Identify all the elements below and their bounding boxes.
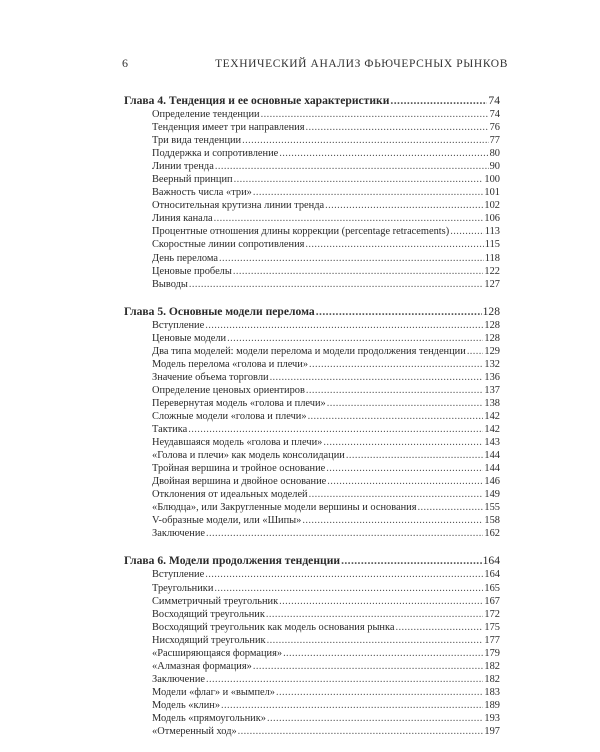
toc-entry	[124, 712, 500, 725]
toc-entry	[124, 582, 500, 595]
toc-entry	[124, 647, 500, 660]
toc-entry	[124, 436, 500, 449]
leader-dots	[188, 423, 483, 436]
table-of-contents	[124, 94, 500, 752]
toc-entry	[124, 160, 500, 173]
leader-dots	[205, 568, 483, 581]
leader-dots	[390, 94, 487, 108]
chapter-title: Глава 4. Тенденция и ее основные характеристики	[124, 94, 390, 107]
toc-entry	[124, 278, 500, 291]
toc-entry	[124, 475, 500, 488]
leader-dots	[341, 554, 482, 568]
entry-page-number: 182	[484, 673, 500, 685]
toc-entry	[124, 501, 500, 514]
toc-chapter	[124, 305, 500, 541]
leader-dots	[325, 199, 483, 212]
toc-chapter	[124, 554, 500, 738]
chapter-title: Глава 6. Модели продолжения тенденции	[124, 554, 341, 568]
entry-title: Определение ценовых ориентиров	[152, 384, 305, 396]
toc-chapter-heading	[124, 305, 500, 319]
running-title: ТЕХНИЧЕСКИЙ АНАЛИЗ ФЬЮЧЕРСНЫХ РЫНКОВ	[215, 58, 508, 70]
leader-dots	[327, 475, 483, 488]
entry-page-number: 165	[484, 582, 500, 594]
entry-page-number: 115	[484, 239, 500, 251]
toc-entry	[124, 423, 500, 436]
entry-page-number: 182	[484, 660, 500, 672]
leader-dots	[206, 673, 483, 686]
entry-title: «Голова и плечи» как модель консолидации	[152, 450, 345, 462]
toc-entry	[124, 595, 500, 608]
entry-title: Вступление	[152, 319, 205, 331]
toc-entry	[124, 634, 500, 647]
entry-page-number: 193	[484, 712, 500, 724]
page-number: 6	[122, 56, 129, 70]
leader-dots	[261, 108, 489, 121]
leader-dots	[346, 449, 484, 462]
entry-title: V-образные модели, или «Шипы»	[152, 515, 302, 527]
entry-page-number: 164	[484, 569, 500, 581]
leader-dots	[205, 319, 483, 332]
entry-title: Три вида тенденции	[152, 135, 242, 147]
entry-title: Важность числа «три»	[152, 187, 252, 199]
leader-dots	[253, 186, 484, 199]
entry-title: Веерный принцип	[152, 174, 233, 186]
entry-title: Отклонения от идеальных моделей	[152, 489, 308, 501]
toc-entry	[124, 514, 500, 527]
running-header	[122, 56, 508, 71]
leader-dots	[215, 160, 489, 173]
leader-dots	[219, 252, 484, 265]
entry-title: Тенденция имеет три направления	[152, 122, 305, 134]
leader-dots	[234, 173, 484, 186]
entry-page-number: 137	[484, 384, 500, 396]
leader-dots	[450, 225, 484, 238]
entry-page-number: 172	[484, 608, 500, 620]
leader-dots	[316, 305, 482, 319]
entry-page-number: 80	[489, 148, 500, 160]
entry-page-number: 132	[484, 358, 500, 370]
toc-entry	[124, 699, 500, 712]
toc-entry	[124, 319, 500, 332]
entry-title: Определение тенденции	[152, 109, 260, 120]
entry-title: Модель перелома «голова и плечи»	[152, 358, 309, 370]
entry-title: «Алмазная формация»	[152, 660, 252, 672]
entry-page-number: 128	[484, 332, 500, 344]
entry-title: Треугольники	[152, 582, 214, 594]
entry-page-number: 143	[484, 437, 500, 449]
leader-dots	[306, 384, 484, 397]
entry-page-number: 129	[484, 345, 500, 357]
entry-page-number: 90	[489, 161, 500, 173]
toc-entry	[124, 134, 500, 147]
leader-dots	[206, 527, 483, 540]
entry-title: Модели «флаг» и «вымпел»	[152, 686, 276, 698]
entry-title: Два типа моделей: модели перелома и модели продолжения тенденции	[152, 345, 466, 357]
chapter-title: Глава 5. Основные модели перелома	[124, 304, 315, 318]
toc-entry	[124, 725, 500, 738]
entry-page-number: 155	[484, 502, 500, 514]
toc-entry	[124, 686, 500, 699]
entry-title: Симметричный треугольник	[152, 595, 279, 607]
entry-page-number: 77	[489, 135, 500, 147]
leader-dots	[467, 345, 484, 358]
entry-page-number: 76	[489, 122, 500, 134]
entry-title: Процентные отношения длины коррекции (percentage retracements)	[152, 226, 450, 238]
toc-entry	[124, 212, 500, 225]
leader-dots	[189, 278, 483, 291]
entry-page-number: 102	[484, 200, 500, 212]
leader-dots	[267, 712, 483, 725]
entry-page-number: 142	[484, 424, 500, 436]
toc-entry	[124, 673, 500, 686]
entry-title: Вступление	[152, 569, 205, 581]
entry-title: Скоростные линии сопротивления	[152, 239, 305, 251]
entry-page-number: 189	[484, 699, 500, 711]
toc-entry	[124, 462, 500, 475]
entry-title: Поддержка и сопротивление	[152, 148, 279, 160]
entry-title: Линия канала	[152, 213, 213, 225]
leader-dots	[242, 134, 488, 147]
toc-entry	[124, 568, 500, 581]
entry-page-number: 128	[484, 319, 500, 331]
entry-page-number: 162	[484, 528, 500, 540]
entry-page-number: 142	[484, 410, 500, 422]
toc-entry	[124, 147, 500, 160]
entry-page-number: 138	[484, 397, 500, 409]
entry-title: Ценовые модели	[152, 332, 227, 344]
entry-page-number: 177	[484, 634, 500, 646]
entry-page-number: 74	[489, 109, 500, 120]
leader-dots	[221, 699, 483, 712]
entry-page-number: 149	[484, 489, 500, 501]
toc-chapter-heading	[124, 94, 500, 108]
entry-page-number: 179	[484, 647, 500, 659]
leader-dots	[302, 514, 483, 527]
entry-page-number: 146	[484, 476, 500, 488]
entry-title: Заключение	[152, 673, 205, 685]
entry-title: Двойная вершина и двойное основание	[152, 476, 327, 488]
toc-entry	[124, 488, 500, 501]
entry-page-number: 197	[484, 726, 500, 738]
chapter-page-number: 74	[488, 94, 500, 107]
entry-title: «Отмеренный ход»	[152, 726, 237, 738]
toc-entry	[124, 449, 500, 462]
entry-title: Относительная крутизна линии тренда	[152, 200, 325, 212]
entry-title: «Блюдца», или Закругленные модели вершины и основания	[152, 502, 417, 514]
toc-entry	[124, 265, 500, 278]
toc-entry	[124, 225, 500, 238]
toc-chapter-heading	[124, 554, 500, 568]
leader-dots	[283, 647, 483, 660]
leader-dots	[267, 634, 484, 647]
entry-page-number: 101	[484, 187, 500, 199]
toc-entry	[124, 358, 500, 371]
entry-page-number: 106	[484, 213, 500, 225]
entry-page-number: 136	[484, 371, 500, 383]
leader-dots	[266, 608, 484, 621]
entry-title: Модель «прямоугольник»	[152, 712, 266, 724]
entry-title: «Расширяющаяся формация»	[152, 647, 283, 659]
entry-page-number: 127	[484, 278, 500, 290]
leader-dots	[305, 238, 483, 251]
toc-entry	[124, 621, 500, 634]
leader-dots	[270, 371, 484, 384]
entry-title: Восходящий треугольник как модель основания рынка	[152, 621, 395, 633]
chapter-page-number: 128	[482, 304, 500, 318]
leader-dots	[395, 621, 483, 634]
entry-page-number: 167	[484, 595, 500, 607]
leader-dots	[279, 147, 488, 160]
leader-dots	[323, 436, 483, 449]
leader-dots	[308, 410, 484, 423]
leader-dots	[309, 358, 483, 371]
entry-page-number: 122	[484, 265, 500, 277]
toc-entry	[124, 332, 500, 345]
entry-title: Линии тренда	[152, 161, 214, 173]
entry-page-number: 144	[484, 450, 500, 462]
entry-title: Заключение	[152, 528, 205, 540]
entry-page-number: 118	[484, 252, 500, 264]
toc-entry	[124, 238, 500, 251]
entry-title: Сложные модели «голова и плечи»	[152, 410, 307, 422]
toc-entry	[124, 384, 500, 397]
leader-dots	[327, 397, 484, 410]
toc-entry	[124, 527, 500, 540]
toc-chapter	[124, 94, 500, 291]
entry-title: Тактика	[152, 424, 188, 436]
leader-dots	[238, 725, 484, 738]
leader-dots	[227, 332, 483, 345]
entry-title: День перелома	[152, 252, 219, 264]
leader-dots	[253, 660, 484, 673]
leader-dots	[305, 121, 488, 134]
toc-entry	[124, 199, 500, 212]
entry-title: Выводы	[152, 278, 188, 290]
entry-title: Тройная вершина и тройное основание	[152, 463, 326, 475]
leader-dots	[418, 501, 484, 514]
toc-entry	[124, 108, 500, 121]
entry-title: Ценовые пробелы	[152, 265, 232, 277]
leader-dots	[309, 488, 484, 501]
toc-entry	[124, 252, 500, 265]
toc-entry	[124, 660, 500, 673]
entry-page-number: 113	[484, 226, 500, 238]
toc-entry	[124, 371, 500, 384]
entry-page-number: 175	[484, 621, 500, 633]
entry-title: Значение объема торговли	[152, 371, 269, 383]
entry-page-number: 100	[484, 174, 500, 186]
toc-entry	[124, 397, 500, 410]
chapter-page-number: 164	[482, 554, 500, 568]
toc-entry	[124, 173, 500, 186]
toc-entry	[124, 186, 500, 199]
entry-title: Нисходящий треугольник	[152, 634, 266, 646]
entry-title: Модель «клин»	[152, 699, 221, 711]
entry-page-number: 144	[484, 463, 500, 475]
leader-dots	[276, 686, 483, 699]
leader-dots	[233, 265, 484, 278]
leader-dots	[214, 212, 484, 225]
toc-entry	[124, 608, 500, 621]
entry-page-number: 183	[484, 686, 500, 698]
toc-entry	[124, 410, 500, 423]
entry-title: Восходящий треугольник	[152, 608, 265, 620]
toc-entry	[124, 121, 500, 134]
entry-title: Неудавшаяся модель «голова и плечи»	[152, 437, 323, 449]
entry-title: Перевернутая модель «голова и плечи»	[152, 397, 326, 409]
entry-page-number: 158	[484, 515, 500, 527]
leader-dots	[214, 582, 483, 595]
toc-entry	[124, 345, 500, 358]
leader-dots	[326, 462, 483, 475]
leader-dots	[279, 595, 483, 608]
